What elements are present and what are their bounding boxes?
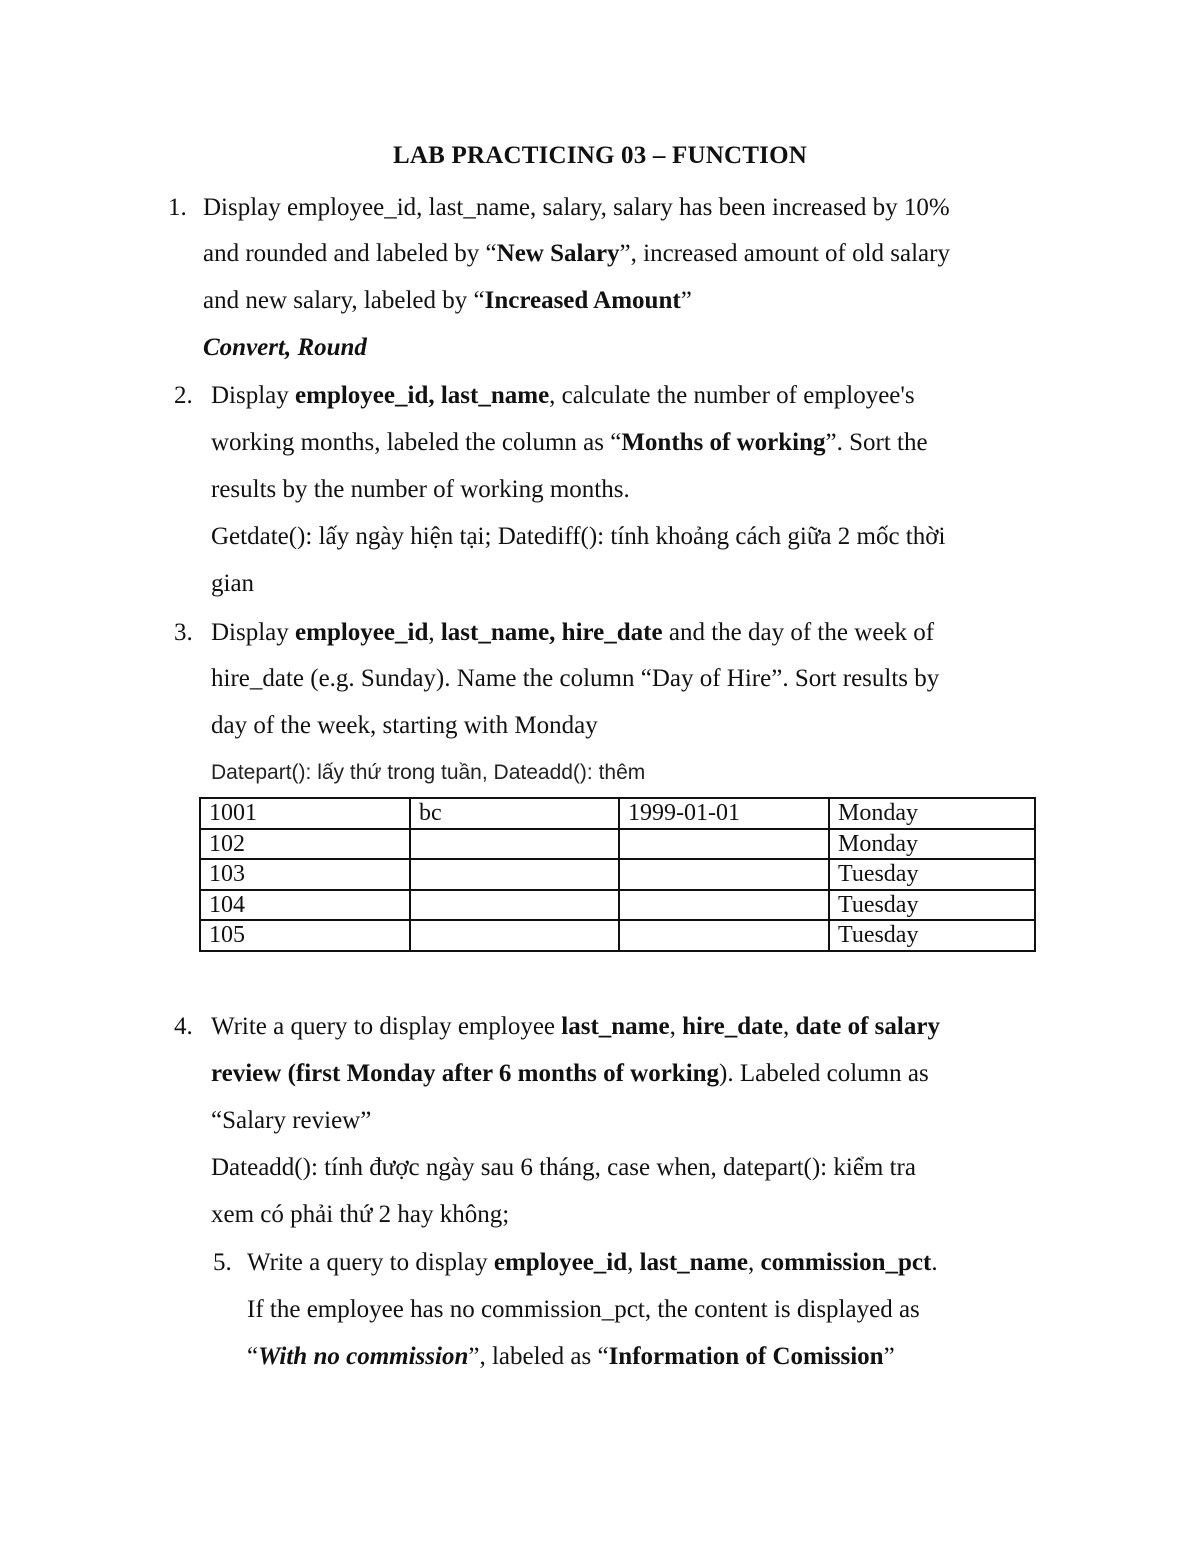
q4-line-2: review (first Monday after 6 months of working). Labeled column as (211, 1060, 929, 1087)
q1-line-1: Display employee_id, last_name, salary, salary has been increased by 10% (203, 194, 950, 221)
q5-line-1: Write a query to display employee_id, last_name, commission_pct. (247, 1249, 938, 1276)
q4-line-3: “Salary review” (211, 1107, 372, 1134)
q2-hint-1: Getdate(): lấy ngày hiện tại; Datediff(): tính khoảng cách giữa 2 mốc thời (211, 523, 946, 550)
table-cell: Tuesday (829, 890, 1035, 921)
table-cell (410, 920, 619, 951)
table-cell: Tuesday (829, 859, 1035, 890)
q2-hint-2: gian (211, 570, 255, 597)
q5-information-label: Information of Comission (608, 1343, 884, 1370)
table-cell (410, 829, 619, 860)
q1-hint: Convert, Round (203, 334, 367, 361)
page-title: LAB PRACTICING 03 – FUNCTION (393, 142, 807, 169)
q4-hint-2: xem có phải thứ 2 hay không; (211, 1201, 510, 1228)
table-cell: 102 (200, 829, 410, 860)
table-cell (619, 859, 829, 890)
q5-line-2: If the employee has no commission_pct, the content is displayed as (247, 1296, 920, 1323)
q2-line-3: results by the number of working months. (211, 476, 630, 503)
q1-number: 1. (168, 194, 187, 221)
q5-with-no-commission: With no commission (258, 1343, 469, 1370)
q4-line-1: Write a query to display employee last_name, hire_date, date of salary (211, 1013, 940, 1040)
q3-number: 3. (174, 619, 193, 646)
table-row (200, 920, 1035, 951)
q2-line-2: working months, labeled the column as “Months of working”. Sort the (211, 429, 928, 456)
q1-new-salary-label: New Salary (496, 240, 620, 267)
table-cell (410, 890, 619, 921)
table-cell: 1999-01-01 (619, 798, 829, 829)
table-cell: bc (410, 798, 619, 829)
q2-months-label: Months of working (621, 429, 826, 456)
q3-hint: Datepart(): lấy thứ trong tuần, Dateadd(): thêm (211, 761, 646, 784)
q2-line-1: Display employee_id, last_name, calculate the number of employee's (211, 382, 915, 409)
q3-line-1: Display employee_id, last_name, hire_date and the day of the week of (211, 619, 935, 646)
q5-number: 5. (213, 1249, 232, 1276)
table-row (200, 829, 1035, 860)
table-cell (619, 920, 829, 951)
table-row (200, 859, 1035, 890)
table-row (200, 890, 1035, 921)
table-cell: Tuesday (829, 920, 1035, 951)
table-cell: 104 (200, 890, 410, 921)
q1-line-2: and rounded and labeled by “New Salary”, increased amount of old salary (203, 240, 950, 267)
table-cell: Monday (829, 829, 1035, 860)
q3-line-2: hire_date (e.g. Sunday). Name the column “Day of Hire”. Sort results by (211, 665, 940, 692)
table-row (200, 798, 1035, 829)
q2-number: 2. (174, 382, 193, 409)
q5-line-3: “With no commission”, labeled as “Information of Comission” (247, 1343, 895, 1370)
table-cell: 103 (200, 859, 410, 890)
q3-line-3: day of the week, starting with Monday (211, 712, 598, 739)
q4-number: 4. (174, 1013, 193, 1040)
day-of-hire-table (199, 797, 1036, 952)
table-cell (619, 829, 829, 860)
q1-line-3: and new salary, labeled by “Increased Amount” (203, 287, 692, 314)
table-cell: 105 (200, 920, 410, 951)
table-cell: 1001 (200, 798, 410, 829)
table-cell: Monday (829, 798, 1035, 829)
q1-increased-amount-label: Increased Amount (484, 287, 681, 314)
table-cell (410, 859, 619, 890)
table-cell (619, 890, 829, 921)
q4-hint-1: Dateadd(): tính được ngày sau 6 tháng, case when, datepart(): kiểm tra (211, 1154, 916, 1181)
